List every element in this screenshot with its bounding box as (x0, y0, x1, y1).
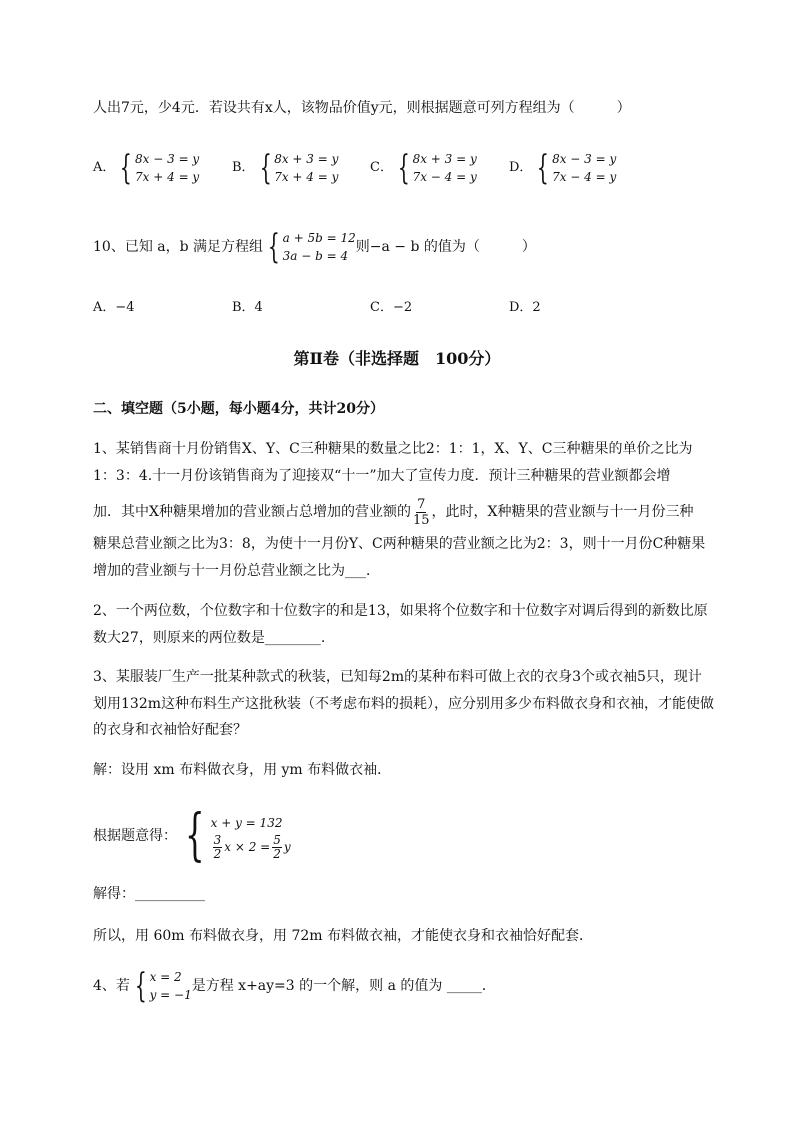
p3-eq2 (211, 834, 291, 861)
q10-eq1: a + 5b = 12 (282, 231, 356, 245)
p3-by-meaning: 根据题意得： (93, 828, 177, 844)
q10-option-c: C．−2 (370, 300, 413, 315)
brace-icon: { (259, 148, 272, 188)
frac-numerator: 7 (417, 496, 426, 512)
brace-icon: { (267, 227, 280, 267)
q10-eq2: 3a − b = 4 (282, 249, 349, 263)
p1-line3-b: ，此时，X种糖果的营业额与十一月份三种 (431, 504, 694, 520)
q9-option-c-eq1: 8x + 3 = y (412, 152, 477, 166)
q9-option-b-eq1: 8x + 3 = y (274, 152, 339, 166)
p3-line3: 的衣身和衣袖恰好配套？ (93, 722, 247, 738)
fraction (272, 834, 282, 861)
q9-option-d-label: D． (509, 160, 533, 175)
q9-option-d (509, 150, 616, 186)
fraction (213, 834, 223, 861)
p2-line2: 数大27，则原来的两位数是________. (93, 630, 326, 646)
q9-option-d-eq1: 8x − 3 = y (552, 152, 617, 166)
q9-option-a-eq2: 7x + 4 = y (135, 170, 200, 184)
q10-option-a: A．−4 (93, 300, 135, 315)
p3-solution: 解：设用 xm 布料做衣身，用 ym 布料做衣袖． (93, 762, 392, 778)
p3-system (93, 803, 291, 868)
q9-option-b (232, 150, 338, 186)
q9-option-a-label: A． (93, 160, 116, 175)
p3-eq1: x + y = 132 (210, 815, 283, 830)
p4-suffix: 是方程 x+ay=3 的一个解，则 a 的值为 _____． (191, 978, 496, 994)
frac-numerator: 5 (273, 832, 281, 847)
p3-conclusion: 所以，用 60m 布料做衣身，用 72m 布料做衣袖，才能使衣身和衣袖恰好配套． (93, 928, 593, 944)
p3-solve-blank: 解得：__________ (93, 886, 205, 902)
p1-line2: 1：3：4.十一月份该销售商为了迎接双“十一”加大了宣传力度．预计三种糖果的营业额都会增 (93, 468, 671, 484)
p3-eq2-middle: x × 2 = (224, 839, 271, 854)
q9-option-b-eq2: 7x + 4 = y (274, 170, 339, 184)
q9-option-a-eq1: 8x − 3 = y (135, 152, 200, 166)
q10-stem (93, 226, 536, 268)
brace-icon: { (397, 148, 410, 188)
q9-option-b-label: B． (232, 160, 255, 175)
brace-icon: { (537, 148, 550, 188)
frac-denominator: 2 (213, 846, 222, 861)
p3-line1: 3、某服装厂生产一批某种款式的秋装，已知每2m的某种布料可做上衣的衣身3个或衣袖5只，现计 (93, 669, 702, 685)
p1-line3 (93, 495, 693, 529)
p1-line3-a: 加．其中X种糖果增加的营业额占总增加的营业额的 (93, 504, 411, 520)
brace-icon: { (120, 148, 133, 188)
fraction (413, 497, 430, 528)
q9-option-d-eq2: 7x − 4 = y (552, 170, 617, 184)
part2-heading: 第Ⅱ卷（非选择题 100分） (293, 349, 501, 368)
section-title: 二、填空题（5小题，每小题4分，共计20分） (93, 401, 384, 417)
p3-eq2-end: y (283, 839, 291, 854)
q10-option-b: B．4 (232, 300, 263, 315)
p1-line5: 增加的营业额与十一月份总营业额之比为___． (93, 563, 380, 579)
q10-option-d: D．2 (509, 300, 541, 315)
p4-eq2: y = −1 (149, 988, 192, 1002)
p1-line4: 糖果总营业额之比为3：8，为使十一月份Y、C两种糖果的营业额之比为2：3，则十一月份C种糖果 (93, 536, 706, 552)
brace-icon: { (134, 966, 147, 1006)
p4-stem (93, 966, 496, 1006)
q9-option-c-eq2: 7x − 4 = y (412, 170, 477, 184)
q9-option-c (370, 150, 477, 186)
brace-icon: { (185, 803, 205, 868)
p3-line2: 划用132m这种布料生产这批秋装（不考虑布料的损耗），应分别用多少布料做衣身和衣袖，才能使做 (93, 696, 714, 712)
q9-option-a (93, 150, 199, 186)
frac-denominator: 15 (412, 512, 430, 528)
p1-line1: 1、某销售商十月份销售X、Y、C三种糖果的数量之比2：1：1，X、Y、C三种糖果的单价之比为 (93, 441, 693, 457)
q9-stem: 人出7元，少4元．若设共有x人，该物品价值y元，则根据题意可列方程组为（ ） (93, 100, 631, 116)
q10-suffix: 则−a − b 的值为（ ） (355, 239, 536, 255)
p2-line1: 2、一个两位数，个位数字和十位数字的和是13，如果将个位数字和十位数字对调后得到的新数比原 (93, 603, 708, 619)
q10-prefix: 10、已知 a，b 满足方程组 (93, 239, 264, 255)
p4-prefix: 4、若 (93, 978, 130, 994)
q9-option-c-label: C． (370, 160, 393, 175)
frac-numerator: 3 (213, 832, 222, 847)
p4-eq1: x = 2 (149, 970, 182, 984)
frac-denominator: 2 (273, 846, 281, 861)
